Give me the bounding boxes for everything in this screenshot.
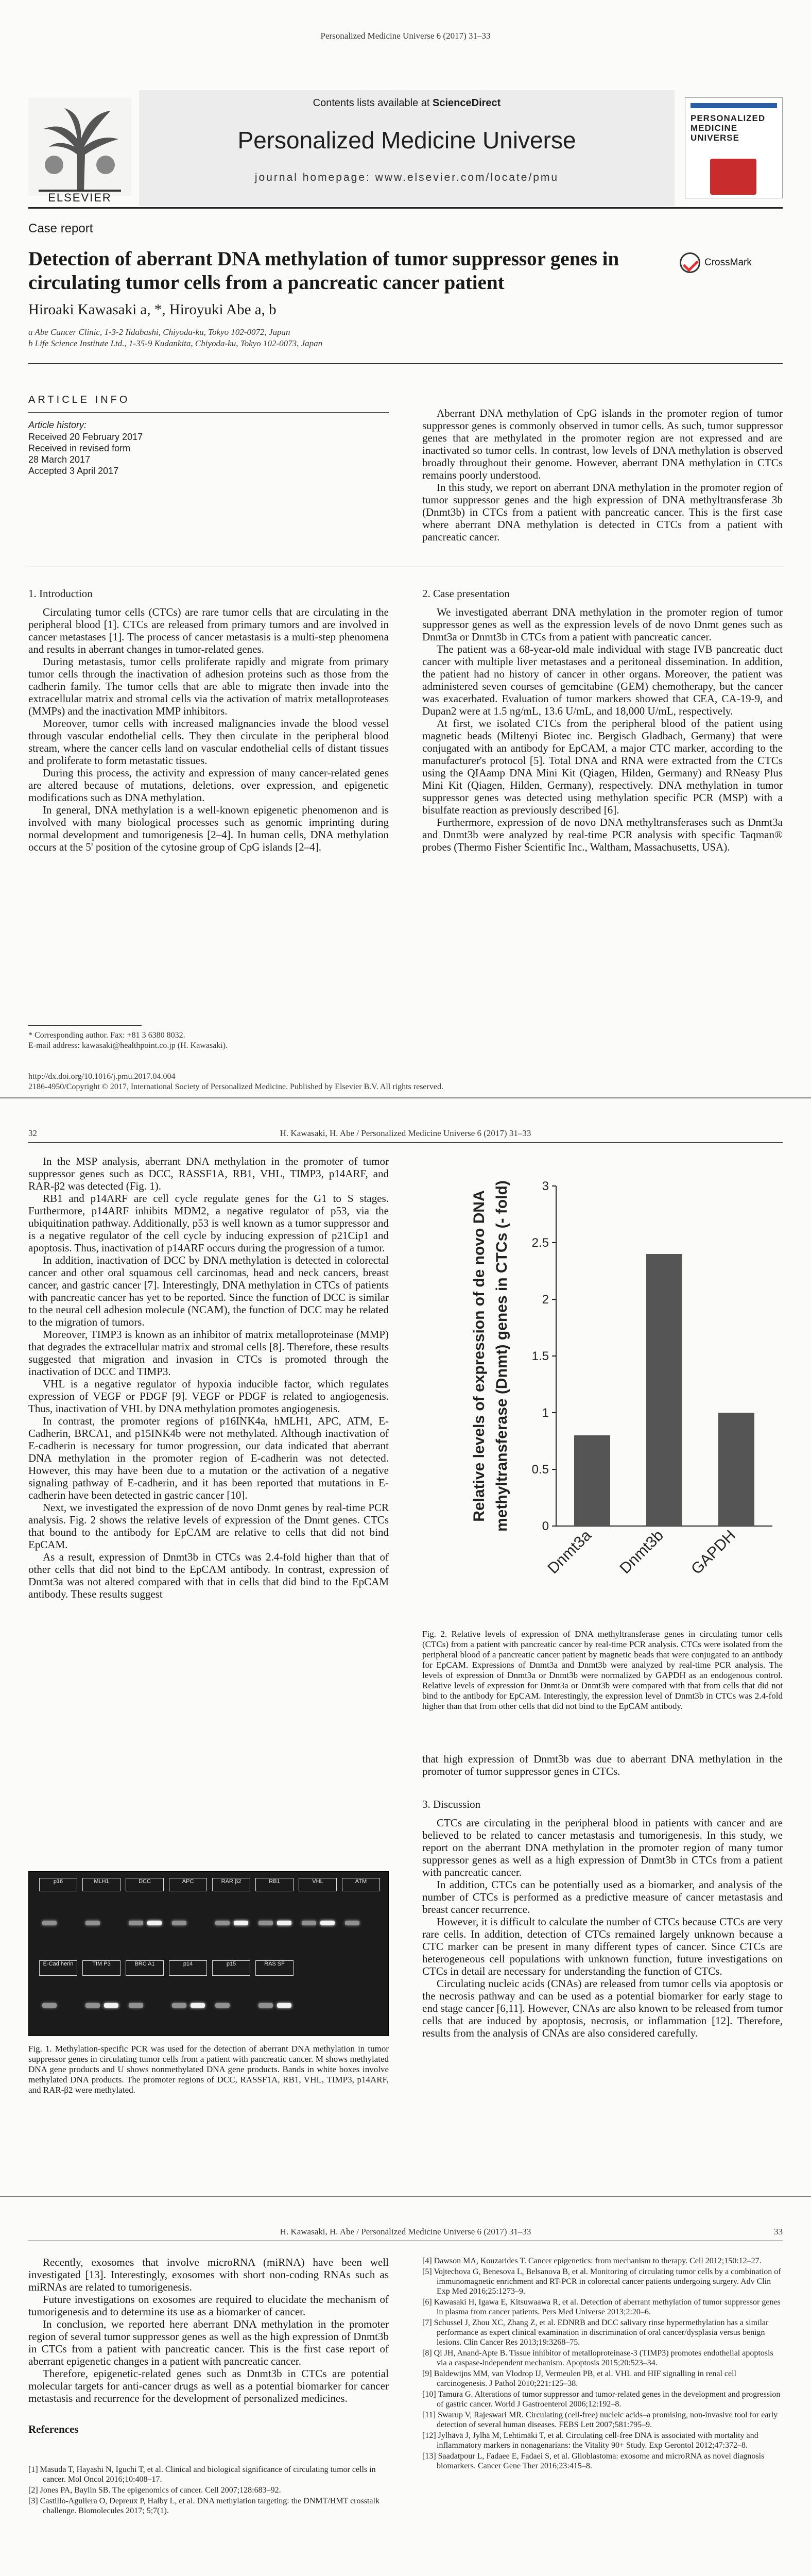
publisher-name: ELSEVIER	[48, 191, 112, 204]
article-title: Detection of aberrant DNA methylation of tumor suppressor genes in circulating tumor cells from a pancreatic cancer patient	[28, 248, 619, 294]
right-column: 2. Case presentation We investigated aberrant DNA methylation in the promoter region of tumor suppressor genes as well as the expression levels of de novo Dnmt genes such as Dnmt3a or Dnmt3b in CTCs from a patient with pancreatic cancer. The patient was a 68-year-old male individual with stage IVB pancreatic duct cancer with multiple liver metastases and a peritoneal dissemination. In addition, the patient had no history of cancer in other organs. Moreover, the patient was administered seven courses of gemcitabine (GEM) chemotherapy, but the cancer was exacerbated. Evaluation of tumor markers showed that CEA, CA-19-9, and Dupan2 were at 1.5 ng/mL, 13.6 U/mL, and 18,000 U/mL, respectively. At first, we isolated CTCs from the peripheral blood of the patient using magnetic beads (Miltenyi Biotec inc. Bergisch Gladbach, Germany) that were conjugated with an antibody for EpCAM, a major CTC marker, according to the manufacturer's protocol [5]. Total DNA and RNA were extracted from the CTCs using the QIAamp DNA Mini Kit (Qiagen, Hilden, Germany) and RNeasy Plus Mini Kit (Qiagen, Hilden, Germany), respectively. DNA methylation in tumor suppressor genes was detected using methylation specific PCR (MSP) with a bisulfate reaction as previously described [6]. Furthermore, expression of de novo DNA methyltransferases such as Dnmt3a and Dnmt3b were analyzed by real-time PCR analysis with specific Taqman® probes (Thermo Fisher Scientific Inc., Waltham, Massachusetts, USA).	[422, 587, 783, 853]
y-axis-label: Relative levels of expression of de novo DNA	[471, 1190, 488, 1522]
history-label: Article history:	[28, 420, 87, 430]
section-heading: 1. Introduction	[28, 587, 93, 600]
y-tick-label: 1	[542, 1406, 549, 1420]
gel-band	[85, 1921, 100, 1925]
gel-band	[172, 1921, 186, 1925]
y-tick-label: 0.5	[531, 1463, 549, 1477]
gel-band	[258, 2003, 273, 2008]
y-tick-label: 3	[542, 1179, 549, 1193]
reference-item: [10] Tamura G. Alterations of tumor suppressor and tumor-related genes in the development and progression of gastric cancer. World J Gastroenterol 2006;12:192–8.	[422, 2390, 781, 2409]
gel-lane-label: p15	[212, 1960, 250, 1976]
page-2: 32 H. Kawasaki, H. Abe / Personalized Medicine Universe 6 (2017) 31–33 In the MSP analysis, aberrant DNA methylation in the promoter of tumor suppressor genes such as DCC, RASSF1A, RB1, VHL, TIMP3, p14ARF, and RAR-β2 was detected (Fig. 1). RB1 and p14ARF are cell cycle regulate genes for the G1 to S stages. Furthermore, p14ARF inhibits MDM2, a negative regulator of p53, via the ubiquitination pathway. Additionally, p53 is well known as a tumor suppressor and is a negative regulator of the cell cycle by inducing expression of p21Cip1 and apoptosis. Thus, inactivation of p14ARF occurs during the progression of a tumor. In addition, inactivation of DCC by DNA methylation is detected in colorectal cancer and other oral squamous cell carcinomas, head and neck cancers, breast cancer, and gastric cancer [7]. Interestingly, DNA methylation in CTCs of patients with pancreatic cancer has yet to be reported. Since the function of DCC is similar to the neural cell adhesion molecule (NCAM), the function of DCC may be related to the migration of tumors. Moreover, TIMP3 is known as an inhibitor of matrix metalloproteinase (MMP) that degrades the extracellular matrix and stromal cells [8]. Therefore, these results suggested that migration and invasion in CTCs is promoted through the inactivation of DCC and TIMP3. VHL is a negative regulator of hypoxia inducible factor, which regulates expression of VEGF or PDGF [9]. VEGF or PDGF is related to angiogenesis. Thus, inactivation of VHL by DNA methylation promotes angiogenesis. In contrast, the promoter regions of p16INK4a, hMLH1, APC, ATM, E-Cadherin, BRCA1, and p15INK4b were not methylated. Although inactivation of E-cadherin is necessary for tumor progression, our data indicated that aberrant DNA methylation in the promoter region of E-cadherin was not detected. However, this may have been due to a mutation or the activation of a negative signaling pathway of E-cadherin, and it has been reported that mutations in E-cadherin have been detected in gastric cancer [10]. Next, we investigated the expression of de novo Dnmt genes by real-time PCR analysis. Fig. 2 shows the relative levels of expression of the Dnmt genes. CTCs that bound to the antibody for EpCAM are relative to cells that did not bind EpCAM. As a result, expression of Dnmt3b in CTCs was 2.4-fold higher than that of other cells that did not bind to the EpCAM antibody. In contrast, expression of Dnmt3a was not altered compared with that in cells that did bind to the EpCAM antibody. These results suggest 0 0.5 1 1.5 2 2.5 3 Dnmt3a Dnmt3b GAPDH Relative levels of expression of de novo DNA methyltransferase (Dnmt) genes in CTCs (- fold) Fig. 2. Relative levels of expression of DNA methyltransferase genes in circulating tumor cells (CTCs) from a patient with pancreatic cancer by real-time PCR analysis. CTCs were isolated from the peripheral blood of a pancreatic cancer patient by magnetic beads that were conjugated to an antibody for EpCAM. Expressions of Dnmt3a and Dnmt3b were analyzed by real-time PCR analysis. The levels of expression of Dnmt3a or Dnmt3b were normalized by GAPDH as an endogenous control. Relative levels of expression for Dnmt3a or Dnmt3b were compared with that from cells that did not bind to the antibody for EpCAM. Interestingly, the expression level of Dnmt3b in CTCs was 2.4-fold higher than that from other cells that did not bind to the EpCAM antibody. that high expression of Dnmt3b was due to aberrant DNA methylation in the promoter of tumor suppressor genes in CTCs. 3. Discussion CTCs are circulating in the peripheral blood in patients with cancer and are believed to be related to cancer metastasis and tumorigenesis. In this study, we report on the aberrant DNA methylation in the promoter region of many tumor suppressor genes as well as a high expression of Dnmt3b in CTCs from a patient with pancreatic cancer. In addition, CTCs can be potentially used as a biomarker, and analysis of the number of CTCs is performed as a predictive measure of cancer metastasis and breast cancer recurrence. However, it is difficult to calculate the number of CTCs because CTCs are very rare cells. In addition, detection of CTCs remained largely unknown because a CTC marker can be present in many different types of cancer. Since CTCs are heterogeneous cell populations with unknown function, future investigations on CTCs in detail are necessary for understanding the function of CTCs. Circulating nucleic acids (CNAs) are released from tumor cells via apoptosis or the necrosis pathway and can be used as a potential biomarker for early stage to end stage cancer [6,11]. However, CNAs are also known to be released from tumor cells that are induced by apoptosis, necrosis, or inflammation [12]. Therefore, results from the analysis of CNAs are also considered carefully. p16 MLH1 DCC APC RAR β2 RB1 VHL ATM E-Cad herin TIM P3 BRC A1 p14 p15 RAS SF Fig. 1. Methylation-specific PCR was used for the detection of aberrant DNA methylation in tumor suppressor genes in circulating tumor cells from a patient with pancreatic cancer. M shows methylated DNA gene products and U shows nonmethylated DNA gene products. Bands in white boxes involve methylated DNA products. The promoter regions of DCC, RASSF1A, RB1, VHL, TIMP3, p14ARF, and RAR-β2 were methylated.	[0, 1098, 811, 2196]
left-column: Recently, exosomes that involve microRNA (miRNA) have been well investigated [13]. Interestingly, exosomes with short non-coding RNAs such as miRNAs are related to tumorigenesis. Future investigations on exosomes are required to elucidate the mechanism of tumorigenesis and to determine its use as a biomarker of cancer. In conclusion, we reported here aberrant DNA methylation in the promoter region of several tumor suppressor genes as well as the high expression of Dnmt3b in CTCs from a patient with pancreatic cancer. This is the first case report of aberrant epigenetic changes in a patient with pancreatic cancer. Therefore, epigenetic-related genes such as Dnmt3b in CTCs are potential molecular targets for anti-cancer drugs as well as a potential biomarker for cancer metastasis and recurrence for the development of personalized medicines. References	[28, 2256, 389, 2435]
crossmark-badge[interactable]: CrossMark	[680, 252, 783, 278]
gel-band	[215, 2003, 230, 2008]
reference-item: [3] Castillo-Aguilera O, Depreux P, Halby L, et al. DNA methylation targeting: the DNMT/HMT crosstalk challenge. Biomolecules 2017; 5;7(1).	[28, 2497, 379, 2515]
gel-band-methylated	[277, 2003, 291, 2008]
left-column: 1. Introduction Circulating tumor cells (CTCs) are rare tumor cells that are circulating in the peripheral blood [1]. CTCs are released from primary tumors and are involved in cancer metastases [1]. The process of cancer metastasis is a multi-step phenomena and results in aberrant changes in tumor-related genes. During metastasis, tumor cells proliferate rapidly and migrate from primary tumor cells through the inactivation of adhesion proteins such as those from the cadherin family. The tumor cells that are able to migrate then invade into the extracellular matrix and stromal cells via the activation of matrix metalloproteases (MMPs) and the inactivation MMP inhibitors. Moreover, tumor cells with increased malignancies invade the blood vessel through vascular endothelial cells. They then circulate in the peripheral blood stream, where the cancer cells land on vascular endothelial cells of distant tissues and proliferate to form metastatic tissues. During this process, the activity and expression of many cancer-related genes are altered because of mutations, deletions, over expression, and epigenetic modifications such as DNA methylation. In general, DNA methylation is a well-known epigenetic phenomenon and is involved with many biological processes such as genomic imprinting during normal development and tumorigenesis [2–4]. In human cells, DNA methylation occurs at the 5' position of the cytosine group of CpG islands [2–4].	[28, 587, 389, 853]
page-1	[0, 0, 811, 1097]
fig2-bar-chart	[422, 1171, 783, 1624]
history-line: Received in revised form	[28, 443, 131, 453]
bar-dnmt3b	[646, 1254, 682, 1526]
cover-title: PERSONALIZED MEDICINE UNIVERSE	[691, 113, 766, 143]
abstract: Aberrant DNA methylation of CpG islands in the promoter region of tumor suppressor genes is commonly observed in tumor cells. As such, tumor suppressor genes that are methylated in the promoter region are not expressed and are inactivated so tumor cells. In contrast, low levels of DNA methylation is observed broadly throughout their genome. However, aberrant DNA methylation in CTCs remains poorly understood. In this study, we report on aberrant DNA methylation in the promoter region of tumor suppressor genes and the high expression of DNA methyltransferase 3b (Dnmt3b) in CTCs from a patient with pancreatic cancer. This is the first case where aberrant DNA methylation is detected in CTCs from a patient with pancreatic cancer.	[422, 407, 783, 543]
reference-item: [11] Swarup V, Rajeswari MR. Circulating (cell-free) nucleic acids–a promising, non-invasive tool for early detection of several human diseases. FEBS Lett 2007;581:795–9.	[422, 2411, 778, 2429]
journal-info-box	[139, 90, 675, 206]
gel-band-methylated	[277, 1921, 291, 1925]
y-tick-label: 1.5	[531, 1349, 549, 1363]
gel-lane-label: RAR β2	[212, 1878, 250, 1891]
gel-band-methylated	[320, 1921, 335, 1925]
gel-lane-label: ATM	[342, 1878, 380, 1891]
gel-band	[129, 2003, 143, 2008]
doi-footer: http://dx.doi.org/10.1016/j.pmu.2017.04.004 2186-4950/Copyright © 2017, International Society of Personalized Medicine. Published by Elsevier B.V. All rights reserved.	[28, 1072, 443, 1091]
elsevier-tree-logo	[28, 95, 131, 198]
page-number: 33	[774, 2227, 783, 2236]
fig2-caption: Fig. 2. Relative levels of expression of DNA methyltransferase genes in circulating tumor cells (CTCs) from a patient with pancreatic cancer by real-time PCR analysis. CTCs were isolated from the peripheral blood of a pancreatic cancer patient by magnetic beads that were conjugated to an antibody for EpCAM. Expressions of Dnmt3a and Dnmt3b were analyzed by real-time PCR analysis. The levels of expression of Dnmt3a or Dnmt3b were normalized by GAPDH as an endogenous control. Relative levels of expression for Dnmt3a or Dnmt3b were compared with that from cells that did not bind to the antibody for EpCAM. Interestingly, the expression level of Dnmt3b in CTCs was 2.4-fold higher than that from other cells that did not bind to the EpCAM antibody.	[422, 1629, 783, 1711]
gel-lane-label: TIM P3	[82, 1960, 120, 1976]
doi-link[interactable]: http://dx.doi.org/10.1016/j.pmu.2017.04.004	[28, 1072, 176, 1081]
reference-item: [2] Jones PA, Baylin SB. The epigenomics of cancer. Cell 2007;128:683–92.	[28, 2486, 281, 2495]
gel-lane-label: BRC A1	[126, 1960, 164, 1976]
y-tick-label: 0	[542, 1519, 549, 1533]
article-info-heading: ARTICLE INFO	[28, 394, 130, 405]
page-3: H. Kawasaki, H. Abe / Personalized Medicine Universe 6 (2017) 31–33 33 Recently, exosomes that involve microRNA (miRNA) have been well investigated [13]. Interestingly, exosomes with short non-coding RNAs such as miRNAs are related to tumorigenesis. Future investigations on exosomes are required to elucidate the mechanism of tumorigenesis and to determine its use as a biomarker of cancer. In conclusion, we reported here aberrant DNA methylation in the promoter region of several tumor suppressor genes as well as the high expression of Dnmt3b in CTCs from a patient with pancreatic cancer. This is the first case report of aberrant epigenetic changes in a patient with pancreatic cancer. Therefore, epigenetic-related genes such as Dnmt3b in CTCs are potential molecular targets for anti-cancer drugs as well as a potential biomarker for cancer metastasis and recurrence for the development of personalized medicines. References [1] Masuda T, Hayashi N, Iguchi T, et al. Clinical and biological significance of circulating tumor cells in cancer. Mol Oncol 2016;10:408–17. [2] Jones PA, Baylin SB. The epigenomics of cancer. Cell 2007;128:683–92. [3] Castillo-Aguilera O, Depreux P, Halby L, et al. DNA methylation targeting: the DNMT/HMT crosstalk challenge. Biomolecules 2017; 5;7(1). [4] Dawson MA, Kouzarides T. Cancer epigenetics: from mechanism to therapy. Cell 2012;150:12–27. [5] Vojtechova G, Benesova L, Belsanova B, et al. Monitoring of circulating tumor cells by a combination of immunomagnetic enrichment and RT-PCR in colorectal cancer patients undergoing surgery. Adv Clin Exp Med 2016;25:1273–9. [6] Kawasaki H, Igawa E, Kitsuwaawa R, et al. Detection of aberrant methylation of tumor suppressor genes in plasma from cancer patients. Pers Med Universe 2013;2:20–6. [7] Schussel J, Zhou XC, Zhang Z, et al. EDNRB and DCC salivary rinse hypermethylation has a similar performance as expert clinical examination in discrimination of oral cancer/dysplasia versus benign lesions. Clin Cancer Res 2013;19:3268–75. [8] Qi JH, Anand-Apte B. Tissue inhibitor of metalloproteinase-3 (TIMP3) promotes endothelial apoptosis via a caspase-independent mechanism. Apoptosis 2015;20:523–34. [9] Baldewijns MM, van Vlodrop IJ, Vermeulen PB, et al. VHL and HIF signalling in renal cell carcinogenesis. J Pathol 2010;221:125–38. [10] Tamura G. Alterations of tumor suppressor and tumor-related genes in the development and progression of gastric cancer. World J Gastroenterol 2006;12:192–8. [11] Swarup V, Rajeswari MR. Circulating (cell-free) nucleic acids–a promising, non-invasive tool for early detection of several human diseases. FEBS Lett 2007;581:795–9. [12] Jylhävä J, Jylhä M, Lehtimäki T, et al. Circulating cell-free DNA is associated with mortality and inflammatory markers in nonagenarians: the Vitality 90+ Study. Exp Gerontol 2012;47:372–8. [13] Saadatpour L, Fadaee E, Fadaei S, et al. Glioblastoma: exosome and microRNA as novel diagnosis biomarkers. Cancer Gene Ther 2016;23:415–8.	[0, 2197, 811, 2576]
references-heading: References	[28, 2423, 79, 2435]
divider	[28, 412, 389, 413]
sciencedirect-link[interactable]: ScienceDirect	[433, 97, 501, 109]
section-heading: 3. Discussion	[422, 1798, 481, 1810]
reference-item: [1] Masuda T, Hayashi N, Iguchi T, et al. Clinical and biological significance of circulating tumor cells in cancer. Mol Oncol 2016;10:408–17.	[28, 2465, 376, 2484]
reference-item: [9] Baldewijns MM, van Vlodrop IJ, Vermeulen PB, et al. VHL and HIF signalling in renal cell carcinogenesis. J Pathol 2010;221:125–38.	[422, 2369, 736, 2388]
gel-band	[345, 1921, 359, 1925]
gel-band	[42, 2003, 57, 2008]
contents-line: Contents lists available at ScienceDirect	[313, 97, 501, 109]
footnote: * Corresponding author. Fax: +81 3 6380 8032. E-mail address: kawasaki@healthpoint.co.jp (H. Kawasaki).	[28, 1031, 228, 1050]
history-line: Received 20 February 2017	[28, 432, 143, 442]
gel-band-methylated	[104, 2003, 118, 2008]
divider	[28, 363, 783, 364]
author-list: Hiroaki Kawasaki a, *, Hiroyuki Abe a, b	[28, 301, 277, 318]
affiliation-b: b Life Science Institute Ltd., 1-35-9 Kudankita, Chiyoda-ku, Tokyo 102-0073, Japan	[28, 338, 323, 348]
page-number: 32	[28, 1128, 37, 1138]
gel-band-methylated	[234, 1921, 248, 1925]
reference-item: [13] Saadatpour L, Fadaee E, Fadaei S, et al. Glioblastoma: exosome and microRNA as novel diagnosis biomarkers. Cancer Gene Ther 2016;23:415–8.	[422, 2452, 765, 2470]
reference-item: [12] Jylhävä J, Jylhä M, Lehtimäki T, et al. Circulating cell-free DNA is associated with mortality and inflammatory markers in nonagenarians: the Vitality 90+ Study. Exp Gerontol 2012;47:372–8.	[422, 2431, 758, 2450]
reference-item: [4] Dawson MA, Kouzarides T. Cancer epigenetics: from mechanism to therapy. Cell 2012;150:12–27.	[422, 2257, 762, 2265]
gel-band-methylated	[191, 2003, 205, 2008]
gel-lane-label: p16	[39, 1878, 77, 1891]
crossmark-icon	[680, 252, 700, 273]
reference-item: [8] Qi JH, Anand-Apte B. Tissue inhibitor of metalloproteinase-3 (TIMP3) promotes endothelial apoptosis via a caspase-independent mechanism. Apoptosis 2015;20:523–34.	[422, 2349, 773, 2367]
reference-item: [6] Kawasaki H, Igawa E, Kitsuwaawa R, et al. Detection of aberrant methylation of tumor suppressor genes in plasma from cancer patients. Pers Med Universe 2013;2:20–6.	[422, 2298, 781, 2316]
section-heading: 2. Case presentation	[422, 587, 510, 600]
gel-lane-label: p14	[169, 1960, 207, 1976]
reference-item: [7] Schussel J, Zhou XC, Zhang Z, et al. EDNRB and DCC salivary rinse hypermethylation has a similar performance as expert clinical examination in discrimination of oral cancer/dysplasia versus benign lesions. Clin Cancer Res 2013;19:3268–75.	[422, 2318, 769, 2347]
reference-item: [5] Vojtechova G, Benesova L, Belsanova B, et al. Monitoring of circulating tumor cells by a combination of immunomagnetic enrichment and RT-PCR in colorectal cancer patients undergoing surgery. Adv Clin Exp Med 2016;25:1273–9.	[422, 2267, 781, 2296]
gel-band	[42, 1921, 57, 1925]
references-left	[28, 2465, 389, 2517]
x-tick-label: Dnmt3b	[616, 1527, 667, 1578]
journal-name: Personalized Medicine Universe	[237, 127, 576, 154]
gel-lane-label: MLH1	[82, 1878, 120, 1891]
gel-band	[85, 2003, 100, 2008]
y-tick-label: 2	[542, 1293, 549, 1307]
running-head: Personalized Medicine Universe 6 (2017) 31–33	[320, 31, 491, 41]
gel-lane-label: APC	[169, 1878, 207, 1891]
gel-band	[258, 1921, 273, 1925]
gel-band	[172, 2003, 186, 2008]
x-tick-label: GAPDH	[688, 1527, 739, 1578]
bar-gapdh	[718, 1413, 754, 1526]
journal-banner	[28, 90, 783, 209]
gel-band	[215, 1921, 230, 1925]
left-column: In the MSP analysis, aberrant DNA methylation in the promoter of tumor suppressor genes such as DCC, RASSF1A, RB1, VHL, TIMP3, p14ARF, and RAR-β2 was detected (Fig. 1). RB1 and p14ARF are cell cycle regulate genes for the G1 to S stages. Furthermore, p14ARF inhibits MDM2, a negative regulator of p53, via the ubiquitination pathway. Additionally, p53 is well known as a tumor suppressor and is a negative regulator of the cell cycle by inducing expression of p21Cip1 and apoptosis. Thus, inactivation of p14ARF occurs during the progression of a tumor. In addition, inactivation of DCC by DNA methylation is detected in colorectal cancer and other oral squamous cell carcinomas, head and neck cancers, breast cancer, and gastric cancer [7]. Interestingly, DNA methylation in CTCs of patients with pancreatic cancer has yet to be reported. Since the function of DCC is similar to the neural cell adhesion molecule (NCAM), the function of DCC may be related to the migration of tumors. Moreover, TIMP3 is known as an inhibitor of matrix metalloproteinase (MMP) that degrades the extracellular matrix and stromal cells [8]. Therefore, these results suggested that migration and invasion in CTCs is promoted through the inactivation of DCC and TIMP3. VHL is a negative regulator of hypoxia inducible factor, which regulates expression of VEGF or PDGF [9]. VEGF or PDGF is related to angiogenesis. Thus, inactivation of VHL by DNA methylation promotes angiogenesis. In contrast, the promoter regions of p16INK4a, hMLH1, APC, ATM, E-Cadherin, BRCA1, and p15INK4b were not methylated. Although inactivation of E-cadherin is necessary for tumor progression, our data indicated that aberrant DNA methylation in the promoter region of E-cadherin was not detected. However, this may have been due to a mutation or the activation of a negative signaling pathway of E-cadherin, and it has been reported that mutations in E-cadherin have been detected in gastric cancer [10]. Next, we investigated the expression of de novo Dnmt genes by real-time PCR analysis. Fig. 2 shows the relative levels of expression of the Dnmt genes. CTCs that bound to the antibody for EpCAM are relative to cells that did not bind EpCAM. As a result, expression of Dnmt3b in CTCs was 2.4-fold higher than that of other cells that did not bind to the EpCAM antibody. In contrast, expression of Dnmt3a was not altered compared with that in cells that did bind to the EpCAM antibody. These results suggest	[28, 1155, 389, 1600]
x-tick-label: Dnmt3a	[544, 1527, 595, 1578]
gel-lane-label: RAS SF	[255, 1960, 294, 1976]
gel-lane-label: RB1	[255, 1878, 294, 1891]
bar-dnmt3a	[574, 1435, 610, 1526]
fig1-gel-image	[28, 1871, 389, 2036]
gel-lane-label: E-Cad herin	[39, 1960, 77, 1976]
history-line: 28 March 2017	[28, 454, 91, 465]
references-right	[422, 2256, 783, 2472]
right-column: that high expression of Dnmt3b was due to aberrant DNA methylation in the promoter of tumor suppressor genes in CTCs. 3. Discussion CTCs are circulating in the peripheral blood in patients with cancer and are believed to be related to cancer metastasis and tumorigenesis. In this study, we report on the aberrant DNA methylation in the promoter region of many tumor suppressor genes as well as a high expression of Dnmt3b in CTCs from a patient with pancreatic cancer. In addition, CTCs can be potentially used as a biomarker, and analysis of the number of CTCs is performed as a predictive measure of cancer metastasis and breast cancer recurrence. However, it is difficult to calculate the number of CTCs because CTCs are very rare cells. In addition, detection of CTCs remained largely unknown because a CTC marker can be present in many different types of cancer. Since CTCs are heterogeneous cell populations with unknown function, future investigations on CTCs in detail are necessary for understanding the function of CTCs. Circulating nucleic acids (CNAs) are released from tumor cells via apoptosis or the necrosis pathway and can be used as a potential biomarker for early stage to end stage cancer [6,11]. However, CNAs are also known to be released from tumor cells that are induced by apoptosis, necrosis, or inflammation [12]. Therefore, results from the analysis of CNAs are also considered carefully.	[422, 1753, 783, 2039]
gel-lane-label: VHL	[299, 1878, 337, 1891]
y-tick-label: 2.5	[531, 1236, 549, 1250]
history-line: Accepted 3 April 2017	[28, 466, 119, 476]
affiliation-a: a Abe Cancer Clinic, 1-3-2 Iidabashi, Chiyoda-ku, Tokyo 102-0072, Japan	[28, 327, 290, 337]
y-axis-label: methyltransferase (Dnmt) genes in CTCs (- fold)	[493, 1180, 510, 1532]
gel-band	[129, 1921, 143, 1925]
journal-homepage[interactable]: journal homepage: www.elsevier.com/locate/pmu	[254, 172, 559, 183]
fig1-caption: Fig. 1. Methylation-specific PCR was used for the detection of aberrant DNA methylation in tumor suppressor genes in circulating tumor cells from a patient with pancreatic cancer. M shows methylated DNA gene products and U shows nonmethylated DNA gene products. Bands in white boxes involve methylated DNA products. The promoter regions of DCC, RASSF1A, RB1, VHL, TIMP3, p14ARF, and RAR-β2 were methylated.	[28, 2044, 389, 2095]
gel-band	[302, 1921, 316, 1925]
gel-band-methylated	[147, 1921, 162, 1925]
journal-cover	[685, 97, 783, 198]
article-type: Case report	[28, 222, 93, 235]
gel-lane-label: DCC	[126, 1878, 164, 1891]
cover-image	[710, 159, 756, 195]
